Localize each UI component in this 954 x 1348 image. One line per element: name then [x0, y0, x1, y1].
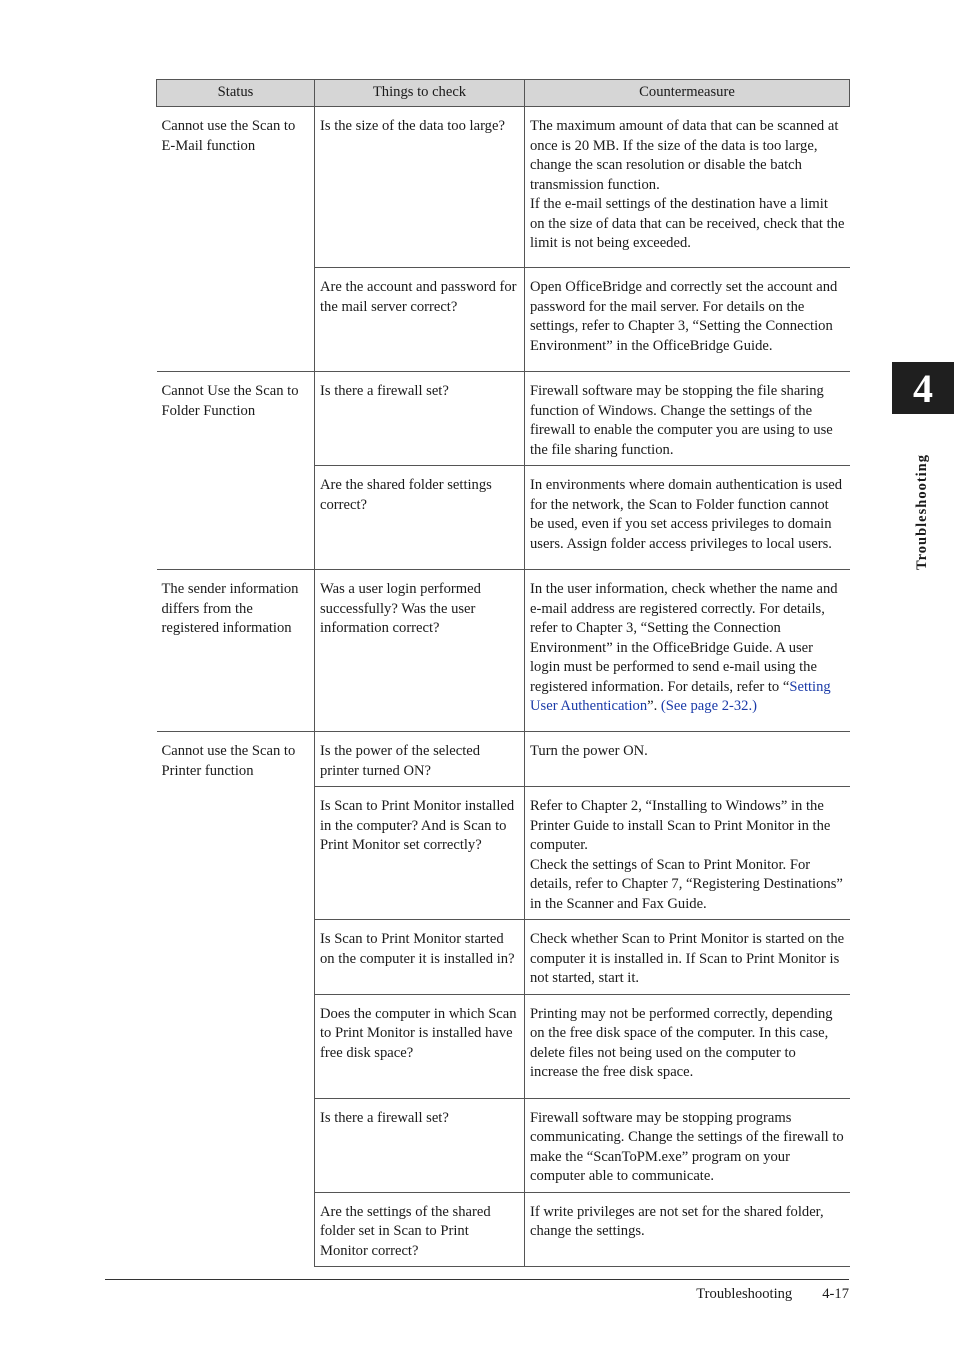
status-cell: Cannot use the Scan to Printer function [157, 732, 315, 1267]
table-row [157, 570, 850, 732]
countermeasure-cell: If write privileges are not set for the shared folder, change the settings. [525, 1192, 850, 1267]
page-number: 4-17 [822, 1286, 849, 1302]
check-cell: Is the power of the selected printer turned ON? [315, 732, 525, 787]
page-footer [696, 1286, 849, 1303]
countermeasure-cell: Open OfficeBridge and correctly set the account and password for the mail server. For details on the settings, refer to Chapter 3, “Setting the Connection Environment” in the OfficeBridge Guide. [525, 268, 850, 372]
countermeasure-cell: In environments where domain authentication is used for the network, the Scan to Folder function cannot be used, even if you set access privileges to domain users. Assign folder access privileges to local users. [525, 466, 850, 570]
countermeasure-text: In the user information, check whether the name and e-mail address are registered correctly. For details, refer to Chapter 3, “Setting the Connection Environment” in the OfficeBridge Guide. A user login must be performed to send e-mail using the registered information. For details, refer to “ [530, 581, 838, 695]
countermeasure-cell: Firewall software may be stopping programs communicating. Change the settings of the firewall to make the “ScanToPM.exe” program on your computer able to communicate. [525, 1098, 850, 1192]
header-status: Status [157, 80, 315, 107]
check-cell: Is there a firewall set? [315, 372, 525, 466]
table-row [157, 372, 850, 466]
check-cell: Is there a firewall set? [315, 1098, 525, 1192]
countermeasure-cell: Check whether Scan to Print Monitor is started on the computer it is installed in. If Scan to Print Monitor is not started, start it. [525, 920, 850, 995]
check-cell: Is the size of the data too large? [315, 107, 525, 268]
check-cell: Does the computer in which Scan to Print Monitor is installed have free disk space? [315, 994, 525, 1098]
countermeasure-cell: Turn the power ON. [525, 732, 850, 787]
troubleshooting-table [156, 79, 850, 1267]
header-things-to-check: Things to check [315, 80, 525, 107]
header-countermeasure: Countermeasure [525, 80, 850, 107]
check-cell: Are the settings of the shared folder set in Scan to Print Monitor correct? [315, 1192, 525, 1267]
countermeasure-cell: The maximum amount of data that can be scanned at once is 20 MB. If the size of the data is too large, change the scan resolution or disable the batch transmission function. If the e-mail settings of the destination have a limit on the size of data that can be received, check that the limit is not being exceeded. [525, 107, 850, 268]
status-cell: Cannot Use the Scan to Folder Function [157, 372, 315, 570]
see-page-link[interactable]: (See page 2-32.) [660, 698, 757, 714]
table-header-row [157, 80, 850, 107]
check-cell: Was a user login performed successfully? Was the user information correct? [315, 570, 525, 732]
side-section-label: Troubleshooting [914, 454, 930, 570]
countermeasure-text-mid: ”. [647, 698, 661, 714]
countermeasure-cell: Printing may not be performed correctly, depending on the free disk space of the computer. In this case, delete files not being used on the computer to increase the free disk space. [525, 994, 850, 1098]
footer-section: Troubleshooting [696, 1286, 793, 1302]
check-cell: Is Scan to Print Monitor installed in the computer? And is Scan to Print Monitor set correctly? [315, 787, 525, 920]
check-cell: Are the shared folder settings correct? [315, 466, 525, 570]
countermeasure-cell [525, 570, 850, 732]
setting-user-authentication-link[interactable]: Setting User Authentication [530, 678, 831, 714]
status-cell: The sender information differs from the registered information [157, 570, 315, 732]
chapter-tab: 4 [892, 362, 954, 414]
status-cell: Cannot use the Scan to E-Mail function [157, 107, 315, 372]
countermeasure-cell: Firewall software may be stopping the file sharing function of Windows. Change the settings of the firewall to enable the computer you are using to use the file sharing function. [525, 372, 850, 466]
countermeasure-cell: Refer to Chapter 2, “Installing to Windows” in the Printer Guide to install Scan to Print Monitor in the computer. Check the settings of Scan to Print Monitor. For details, refer to Chapter 7, “Registering Destinations” in the Scanner and Fax Guide. [525, 787, 850, 920]
table-row [157, 732, 850, 787]
table-row [157, 107, 850, 268]
footer-divider [105, 1279, 849, 1280]
check-cell: Are the account and password for the mail server correct? [315, 268, 525, 372]
check-cell: Is Scan to Print Monitor started on the computer it is installed in? [315, 920, 525, 995]
